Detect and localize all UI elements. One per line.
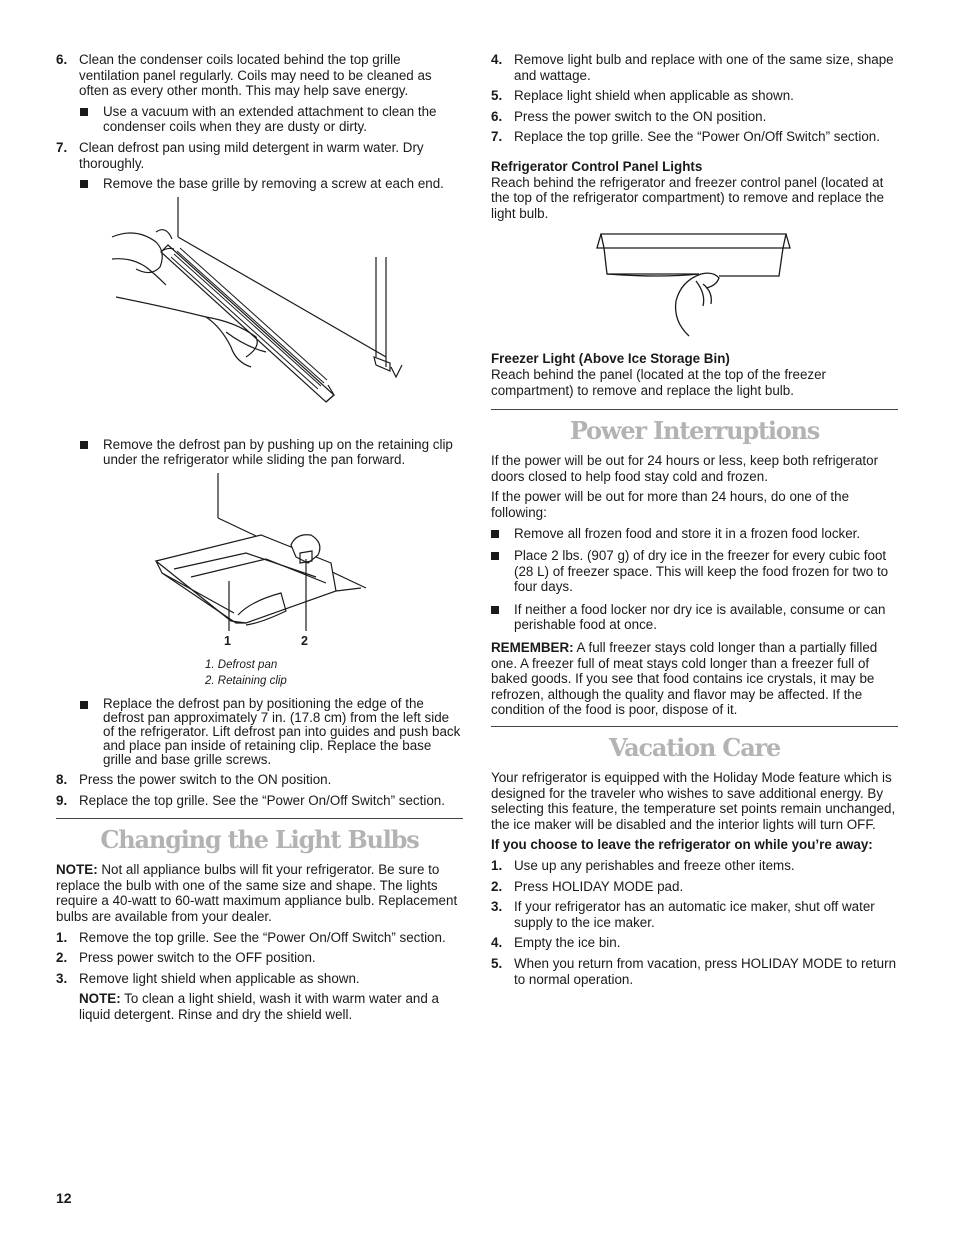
bullet-square-icon	[491, 530, 499, 538]
step-7-bullet-1: Remove the base grille by removing a screw at each end.	[56, 176, 463, 192]
vacation-step-5: 5. When you return from vacation, press HOLIDAY MODE to return to normal operation.	[491, 955, 897, 987]
bullet-square-icon	[80, 108, 88, 116]
power-para-1: If the power will be out for 24 hours or less, keep both refrigerator doors closed to help food stay cold and frozen.	[491, 453, 879, 484]
bullet-square-icon	[491, 552, 499, 560]
step-7-bullet-3: Replace the defrost pan by positioning the edge of the defrost pan approximately 7 in. (17.8 cm) from the left side of the refrigerator. Lift defrost pan into guides and push back and place pan inside of retaining clip. Replace the base grille and base grille screws.	[56, 697, 463, 767]
bullet-square-icon	[80, 701, 88, 709]
vacation-step-4: 4. Empty the ice bin.	[491, 935, 621, 951]
callout-retaining-clip: 2	[301, 633, 308, 648]
vacation-step-2: 2. Press HOLIDAY MODE pad.	[491, 878, 684, 894]
freezer-light-heading: Freezer Light (Above Ice Storage Bin)	[491, 351, 730, 367]
figure-caption: 1. Defrost pan 2. Retaining clip	[205, 658, 287, 687]
power-bullet: Place 2 lbs. (907 g) of dry ice in the freezer for every cubic foot (28 L) of freezer space. This will keep the food frozen for two to four days.	[491, 548, 898, 595]
heading-vacation-care: Vacation Care	[608, 733, 781, 763]
base-grille-illustration	[56, 197, 463, 437]
left-column	[56, 52, 463, 1027]
bulb-step-3: 3. Remove light shield when applicable as shown.	[56, 970, 360, 986]
callout-defrost-pan: 1	[224, 633, 231, 648]
heading-changing-light-bulbs: Changing the Light Bulbs	[100, 825, 419, 855]
step-6-bullet: Use a vacuum with an extended attachment to clean the condenser coils when they are dusty or dirty.	[56, 104, 463, 135]
step-7-bullet-2: Remove the defrost pan by pushing up on the retaining clip under the refrigerator while sliding the pan forward.	[56, 437, 463, 468]
bulb-step-7: 7. Replace the top grille. See the “Power On/Off Switch” section.	[491, 129, 880, 145]
remember-para: REMEMBER: A full freezer stays cold longer than a partially filled one. A freezer full of meat stays cold longer than a freezer full of baked goods. If you see that food contains ice crystals, it may be refrozen, although the quality and flavor may be affected. If the condition of the food is poor, dispose of it.	[491, 640, 878, 718]
step-8: 8. Press the power switch to the ON position.	[56, 771, 332, 787]
section-divider	[491, 409, 898, 410]
vacation-para: Your refrigerator is equipped with the Holiday Mode feature which is designed for the traveler who wishes to save additional energy. By selecting this feature, the temperature set points remain unchanged, the ice maker will be disabled and the interior lights will turn OFF.	[491, 770, 896, 832]
heading-power-interruptions: Power Interruptions	[569, 416, 820, 446]
vacation-step-1: 1. Use up any perishables and freeze other items.	[491, 858, 795, 873]
bulbs-note: NOTE: Not all appliance bulbs will fit your refrigerator. Be sure to replace the bulb with one of the same size and shape. The lights require a 40-watt to 60-watt maximum appliance bulb. Replacement bulbs are available from your dealer.	[56, 862, 458, 924]
power-bullet: Remove all frozen food and store it in a frozen food locker.	[491, 526, 898, 542]
bulb-step-3-note: NOTE: To clean a light shield, wash it with warm water and a liquid detergent. Rinse and dry the shield well.	[79, 991, 439, 1022]
bullet-square-icon	[80, 441, 88, 449]
defrost-pan-illustration	[56, 473, 463, 671]
vacation-step-3: 3. If your refrigerator has an automatic ice maker, shut off water supply to the ice maker.	[491, 899, 875, 930]
bullet-square-icon	[491, 606, 499, 614]
page-number: 12	[56, 1190, 72, 1206]
bulb-step-5: 5. Replace light shield when applicable as shown.	[491, 88, 794, 104]
bulb-step-2: 2. Press power switch to the OFF position.	[56, 950, 316, 966]
bulb-step-4: 4. Remove light bulb and replace with one of the same size, shape and wattage.	[491, 52, 894, 83]
light-shield-illustration	[491, 226, 898, 351]
vacation-subheading: If you choose to leave the refrigerator on while you’re away:	[491, 837, 873, 853]
step-9: 9. Replace the top grille. See the “Power On/Off Switch” section.	[56, 792, 445, 808]
power-para-2: If the power will be out for more than 24 hours, do one of the following:	[491, 489, 850, 520]
power-bullet: If neither a food locker nor dry ice is available, consume or can perishable food at once.	[491, 602, 898, 633]
section-divider	[491, 726, 898, 727]
step-6: 6. Clean the condenser coils located behind the top grille ventilation panel regularly. Coils may need to be cleaned as often as every other month. This may help save energy.	[56, 52, 432, 99]
bulb-step-6: 6. Press the power switch to the ON position.	[491, 108, 767, 124]
right-column	[491, 52, 898, 992]
bullet-square-icon	[80, 180, 88, 188]
step-7: 7. Clean defrost pan using mild detergent in warm water. Dry thoroughly.	[56, 139, 424, 171]
section-divider	[56, 818, 463, 819]
control-panel-lights-text: Reach behind the refrigerator and freezer control panel (located at the top of the refrigerator compartment) to remove and replace the light bulb.	[491, 174, 884, 221]
control-panel-lights-heading: Refrigerator Control Panel Lights	[491, 158, 703, 174]
freezer-light-text: Reach behind the panel (located at the top of the freezer compartment) to remove and replace the light bulb.	[491, 366, 826, 398]
bulb-step-1: 1. Remove the top grille. See the “Power On/Off Switch” section.	[56, 929, 446, 945]
